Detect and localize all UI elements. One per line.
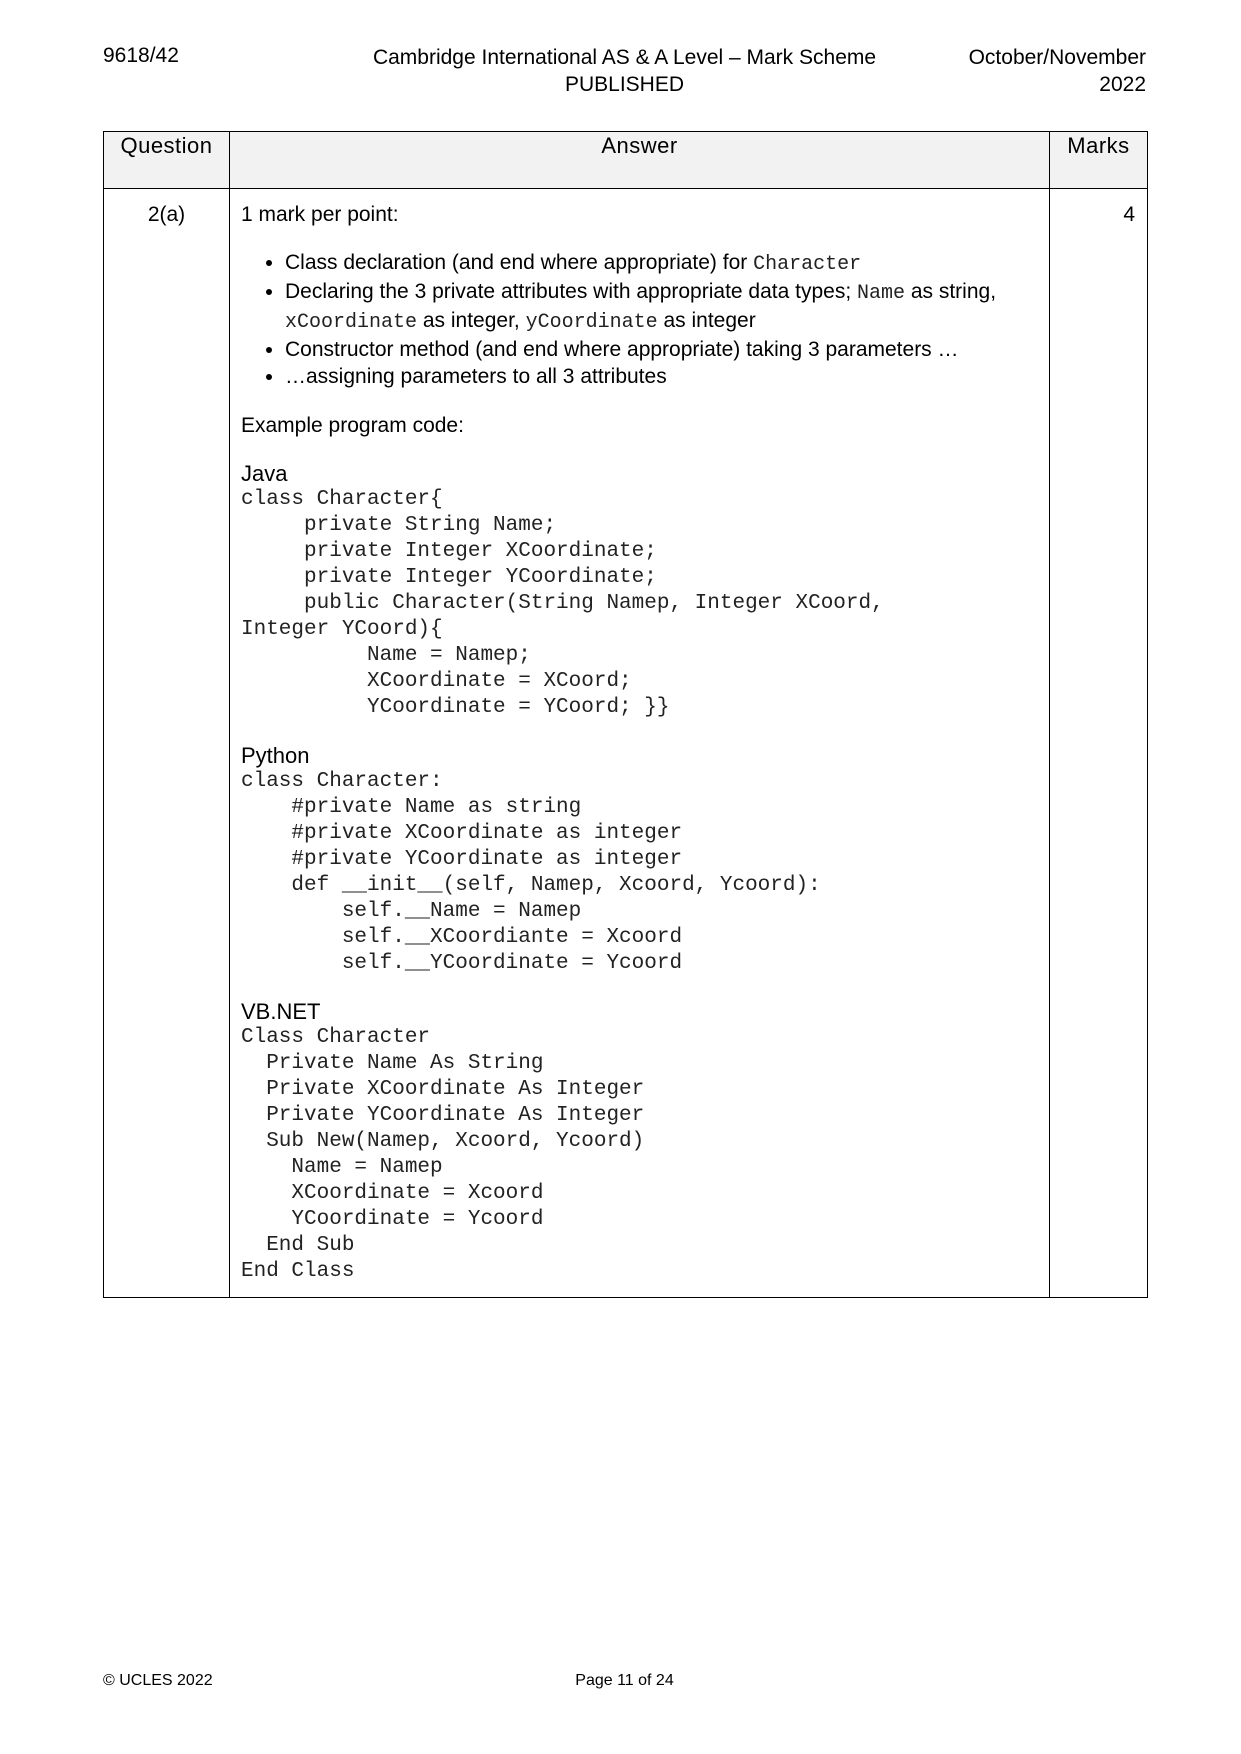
point-code: Name [856,282,905,305]
exam-session [969,44,1146,98]
copyright: © UCLES 2022 [103,1672,213,1689]
status-text: PUBLISHED [564,73,685,96]
point-code: yCoordinate [525,311,658,334]
mark-point: • …assigning parameters to all 3 attributes [285,363,1037,390]
paper-code: 9618/42 [103,44,179,67]
java-code: class Character{ private String Name; private Integer XCoordinate; private Integer YCoordinate; public Character(String Namep, Integer XCoord, Integer YCoord){ Name = Namep; XCoordinate = XCoord; YCoordinate = YCoord; }} [241,488,884,719]
mark-point [285,278,1037,336]
point-text: Declaring the 3 private attributes with appropriate data types; [285,280,857,303]
header-marks: Marks [1050,132,1148,189]
point-text: as integer [657,309,756,332]
page-number: Page 11 of 24 [575,1672,674,1689]
marks-value: 4 [1050,189,1148,1298]
point-text: Class declaration (and end where appropriate) for [285,251,754,274]
page-header [103,44,1146,104]
point-code: Character [753,253,862,276]
session-text: October/November [968,46,1146,69]
table-header-row [104,132,1148,189]
mark-point [285,249,1037,278]
mark-scheme-table [103,131,1148,1298]
title-text: Cambridge International AS & A Level – Mark Scheme [372,46,877,69]
python-label: Python [241,743,310,768]
vbnet-code: Class Character Private Name As String Private XCoordinate As Integer Private YCoordinate As Integer Sub New(Namep, Xcoord, Ycoord) Name = Namep XCoordinate = Xcoord YCoordinate = Ycoord End Sub End Class [241,1026,645,1283]
answer-cell [230,189,1050,1298]
header-answer: Answer [230,132,1050,189]
question-number: 2(a) [104,189,230,1298]
example-label: Example program code: [241,414,464,437]
point-code: xCoordinate [285,311,418,334]
header-question: Question [104,132,230,189]
table-row [104,189,1148,1298]
python-code: class Character: #private Name as string #private XCoordinate as integer #private YCoordinate as integer def __init__(self, Namep, Xcoord, Ycoord): self.__Name = Namep self.__XCoordiante = Xcoord self.__YCoordinate = Ycoord [241,770,821,975]
year-text: 2022 [1099,73,1146,96]
mark-intro: 1 mark per point: [241,203,399,226]
mark-point: • Constructor method (and end where appropriate) taking 3 parameters … [285,336,1037,363]
mark-points-list [241,249,1037,390]
vbnet-label: VB.NET [241,999,321,1024]
point-text: as string, [905,280,997,303]
point-text: as integer, [417,309,526,332]
java-label: Java [241,461,288,486]
